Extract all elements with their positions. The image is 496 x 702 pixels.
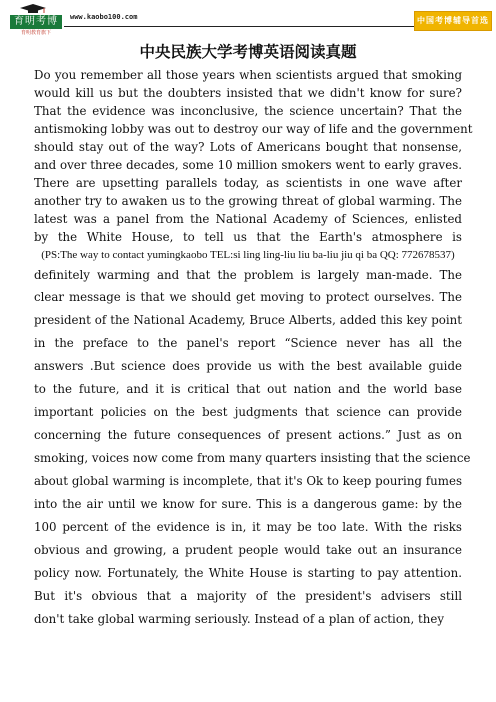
logo-text: 育明考博: [10, 15, 62, 29]
text-line: definitely warming and that the problem is largely man-made. The: [34, 268, 462, 282]
text-line: another try to awaken us to the growing threat of global warming. The: [34, 194, 462, 208]
text-line: to the future, and it is critical that out nation and the world base: [34, 382, 462, 396]
text-line: about global warming is incomplete, that it's Ok to keep pouring fumes: [34, 474, 462, 488]
text-line: clear message is that we should get moving to protect ourselves. The: [34, 290, 462, 304]
text-line: answers .But science does provide us with the best available guide: [34, 359, 462, 373]
text-line: policy now. Fortunately, the White House is starting to pay attention.: [34, 566, 462, 580]
text-line: and over three decades, some 10 million smokers went to early graves.: [34, 158, 462, 172]
contact-note: (PS:The way to contact yumingkaobo TEL:si ling ling-liu liu ba-liu jiu qi ba QQ: 772678537): [41, 249, 455, 261]
text-line: into the air until we know for sure. This is a dangerous game: by the: [34, 497, 462, 511]
page-title: 中央民族大学考博英语阅读真题: [139, 43, 357, 61]
text-line: president of the National Academy, Bruce Alberts, added this key point: [34, 313, 462, 327]
text-line: Do you remember all those years when scientists argued that smoking: [34, 68, 462, 82]
graduation-cap-icon: [20, 4, 46, 14]
text-line: antismoking lobby was out to destroy our way of life and the government: [34, 122, 473, 136]
text-line: would kill us but the doubters insisted that we didn't know for sure?: [34, 86, 462, 100]
text-line: don't take global warming seriously. Instead of a plan of action, they: [34, 612, 445, 626]
header-divider: [64, 26, 414, 27]
site-url: www.kaobo100.com: [70, 13, 138, 21]
text-line: That the evidence was inconclusive, the science uncertain? That the: [34, 104, 462, 118]
text-line: should stay out of the way? Lots of Americans bought that nonsense,: [34, 140, 462, 154]
text-line: in the preface to the panel's report “Science never has all the: [34, 336, 462, 350]
text-line: by the White House, to tell us that the Earth's atmosphere is: [34, 230, 462, 244]
page-header: [0, 0, 496, 43]
text-line: latest was a panel from the National Academy of Sciences, enlisted: [34, 212, 462, 226]
text-line: There are upsetting parallels today, as scientists in one wave after: [34, 176, 462, 190]
text-line: important policies on the best judgments that science can provide: [34, 405, 462, 419]
text-line: smoking, voices now come from many quarters insisting that the science: [34, 451, 471, 465]
logo: [6, 4, 62, 38]
text-line: 100 percent of the evidence is in, it may be too late. With the risks: [34, 520, 462, 534]
text-line: obvious and growing, a prudent people would take out an insurance: [34, 543, 462, 557]
text-line: But it's obvious that a majority of the president's advisers still: [34, 589, 462, 603]
header-banner: 中国考博辅导首选学校: [414, 11, 492, 31]
logo-subtext: 育明教育旗下: [20, 30, 51, 36]
text-line: concerning the future consequences of present actions.” Just as on: [34, 428, 462, 442]
